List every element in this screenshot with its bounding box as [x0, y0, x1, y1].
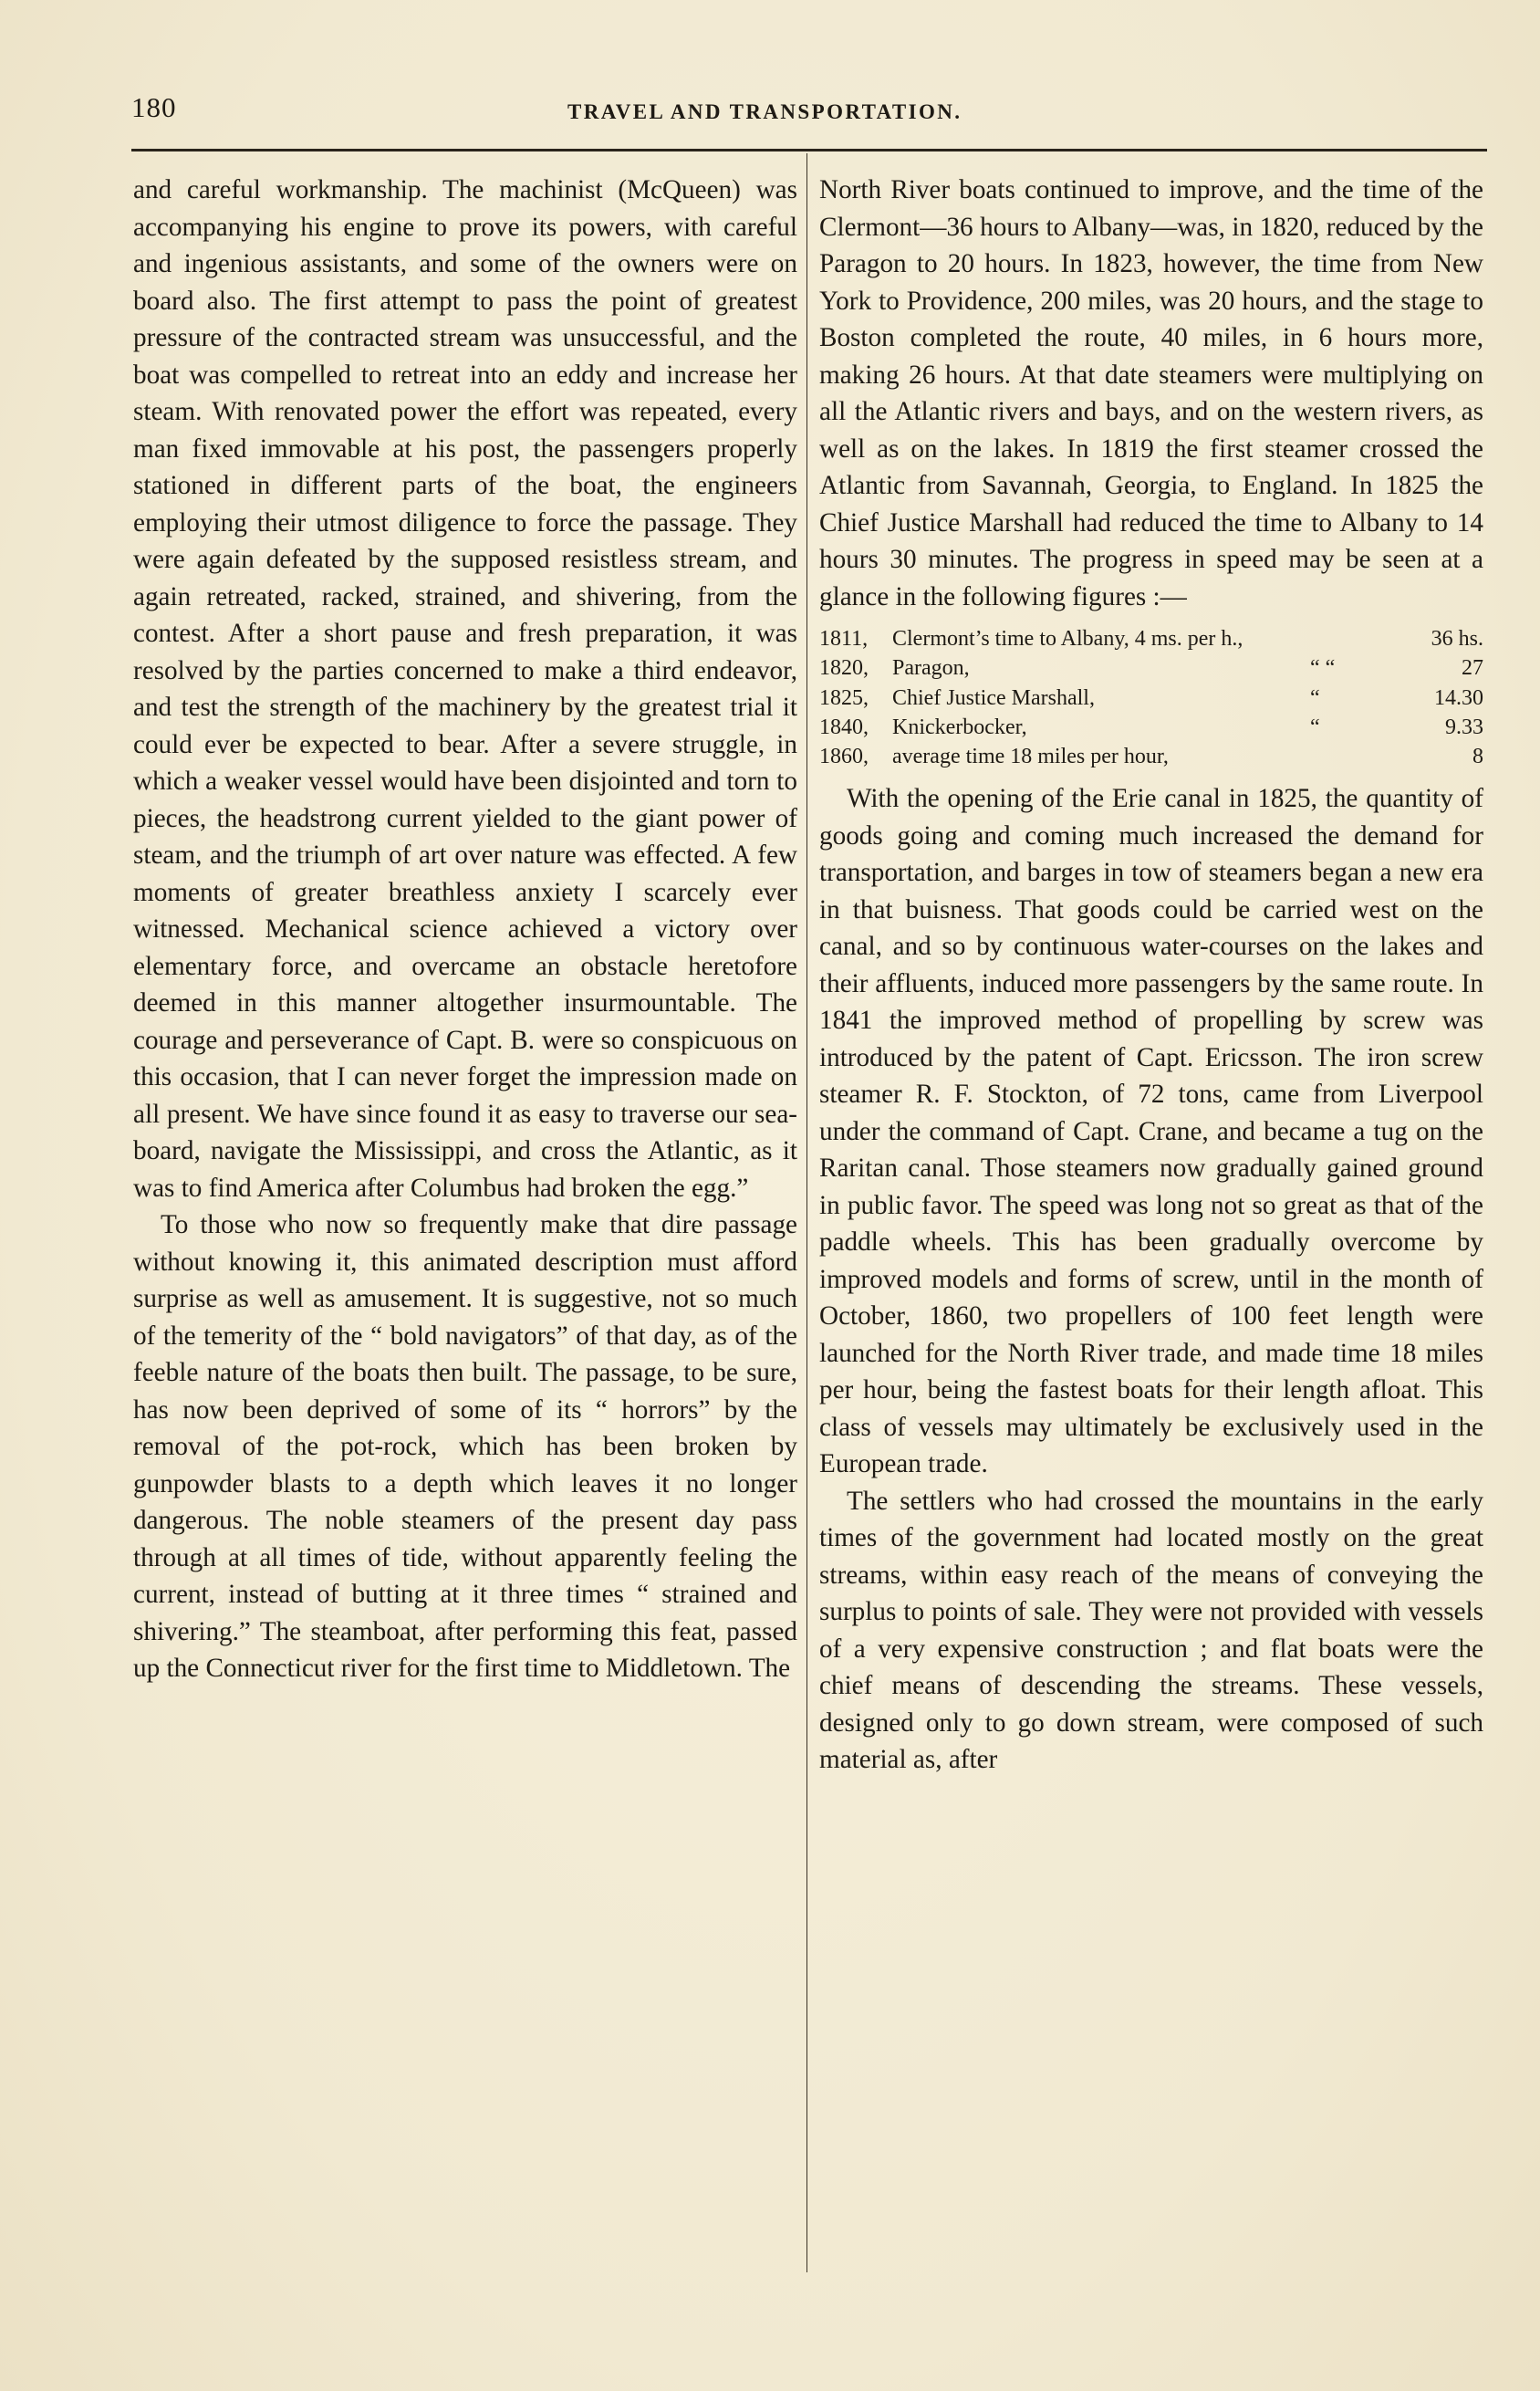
- paragraph: North River boats continued to improve, and the time of the Clermont—36 hours to Albany—was, in 1820, reduced by the Paragon to 20 hours. In 1823, however, the time from New York to Providence, 200 miles, was 20 hours, and the stage to Boston completed the route, 40 miles, in 6 hours more, making 26 hours. At that date steamers were multiplying on all the Atlantic rivers and bays, and on the western rivers, as well as on the lakes. In 1819 the first steamer crossed the Atlantic from Savannah, Georgia, to England. In 1825 the Chief Justice Marshall had reduced the time to Albany to 14 hours 30 minutes. The progress in speed may be seen at a glance in the following figures :—: [819, 175, 1483, 611]
- left-column: [133, 172, 797, 1687]
- table-row: [819, 742, 1483, 771]
- page-number: 180: [131, 91, 177, 123]
- column-divider: [806, 153, 807, 2272]
- table-description: Chief Justice Marshall,: [892, 685, 1095, 710]
- table-time: 36 hs.: [1431, 627, 1483, 651]
- table-description: Paragon,: [892, 656, 970, 681]
- table-row: [819, 624, 1483, 653]
- table-ditto: “ “: [1310, 656, 1336, 681]
- paragraph: To those who now so frequently make that dire passage without knowing it, this animated description must afford surprise as well as amusement. It is suggestive, not so much of the temerity of the “ bold navigators” of that day, as of the feeble nature of the boats then built. The passage, to be sure, has now been deprived of some of its “ horrors” by the removal of the pot-rock, which has been broken by gunpowder blasts to a depth which leaves it no longer dangerous. The noble steamers of the present day pass through at all times of tide, without apparently feeling the current, instead of butting at it three times “ strained and shivering.” The steamboat, after performing this feat, passed up the Connecticut river for the first time to Middletown. The: [133, 1210, 797, 1683]
- table-description: average time 18 miles per hour,: [892, 745, 1169, 769]
- table-row: [819, 713, 1483, 742]
- table-description: Knickerbocker,: [892, 715, 1027, 739]
- table-year: 1825,: [819, 685, 869, 710]
- page-header: [130, 91, 1480, 128]
- right-column: [819, 172, 1483, 1779]
- table-time: 27: [1462, 656, 1483, 681]
- paragraph: The settlers who had crossed the mountains in the early times of the government had located mostly on the great streams, within easy reach of the means of conveying the surplus to points of sale. They were not provided with vessels of a very expensive construction ; and flat boats were the chief means of descending the streams. These vessels, designed only to go down stream, were composed of such material as, after: [819, 1486, 1483, 1775]
- table-year: 1820,: [819, 656, 869, 681]
- table-time: 8: [1472, 745, 1483, 769]
- header-rule: [131, 149, 1487, 151]
- table-row: [819, 684, 1483, 713]
- paragraph: and careful workmanship. The machinist (McQueen) was accompanying his engine to prove its powers, with careful and ingenious assistants, and some of the owners were on board also. The first attempt to pass the point of greatest pressure of the contracted stream was unsuccessful, and the boat was compelled to retreat into an eddy and increase her steam. With renovated power the effort was repeated, every man fixed immovable at his post, the passengers properly stationed in different parts of the boat, the engineers employing their utmost diligence to force the passage. They were again defeated by the supposed resistless stream, and again retreated, racked, strained, and shivering, from the contest. After a short pause and fresh preparation, it was resolved by the parties concerned to make a third endeavor, and test the strength of the machinery by the greatest trial it could ever be expected to bear. After a severe struggle, in which a weaker vessel would have been disjointed and torn to pieces, the headstrong current yielded to the giant power of steam, and the triumph of art over nature was effected. A few moments of greater breathless anxiety I scarcely ever witnessed. Mechanical science achieved a victory over elementary force, and overcame an obstacle heretofore deemed in this manner altogether insurmountable. The courage and perseverance of Capt. B. were so conspicuous on this occasion, that I can never forget the impression made on all present. We have since found it as easy to traverse our sea-board, navigate the Mississippi, and cross the Atlantic, as it was to find America after Columbus had broken the egg.”: [133, 175, 797, 1203]
- table-year: 1860,: [819, 745, 869, 769]
- table-time: 14.30: [1434, 685, 1483, 710]
- table-ditto: “: [1310, 715, 1320, 739]
- table-description: Clermont’s time to Albany, 4 ms. per h.,: [892, 627, 1243, 651]
- table-ditto: “: [1310, 685, 1320, 710]
- table-year: 1840,: [819, 715, 869, 739]
- paragraph: With the opening of the Erie canal in 1825, the quantity of goods going and coming much increased the demand for transportation, and barges in tow of steamers began a new era in that buisness. That goods could be carried west on the canal, and so by continuous water-courses on the lakes and their affluents, induced more passengers by the same route. In 1841 the improved method of propelling by screw was introduced by the patent of Capt. Ericsson. The iron screw steamer R. F. Stockton, of 72 tons, came from Liverpool under the command of Capt. Crane, and became a tug on the Raritan canal. Those steamers now gradually gained ground in public favor. The speed was long not so great as that of the paddle wheels. This has been gradually overcome by improved models and forms of screw, until in the month of October, 1860, two propellers of 100 feet length were launched for the North River trade, and made time 18 miles per hour, being the fastest boats for their length afloat. This class of vessels may ultimately be exclusively used in the European trade.: [819, 784, 1483, 1479]
- running-title: TRAVEL AND TRANSPORTATION.: [567, 100, 962, 123]
- table-year: 1811,: [819, 627, 869, 651]
- table-row: [819, 653, 1483, 683]
- table-time: 9.33: [1445, 715, 1483, 739]
- speed-table: [819, 624, 1483, 771]
